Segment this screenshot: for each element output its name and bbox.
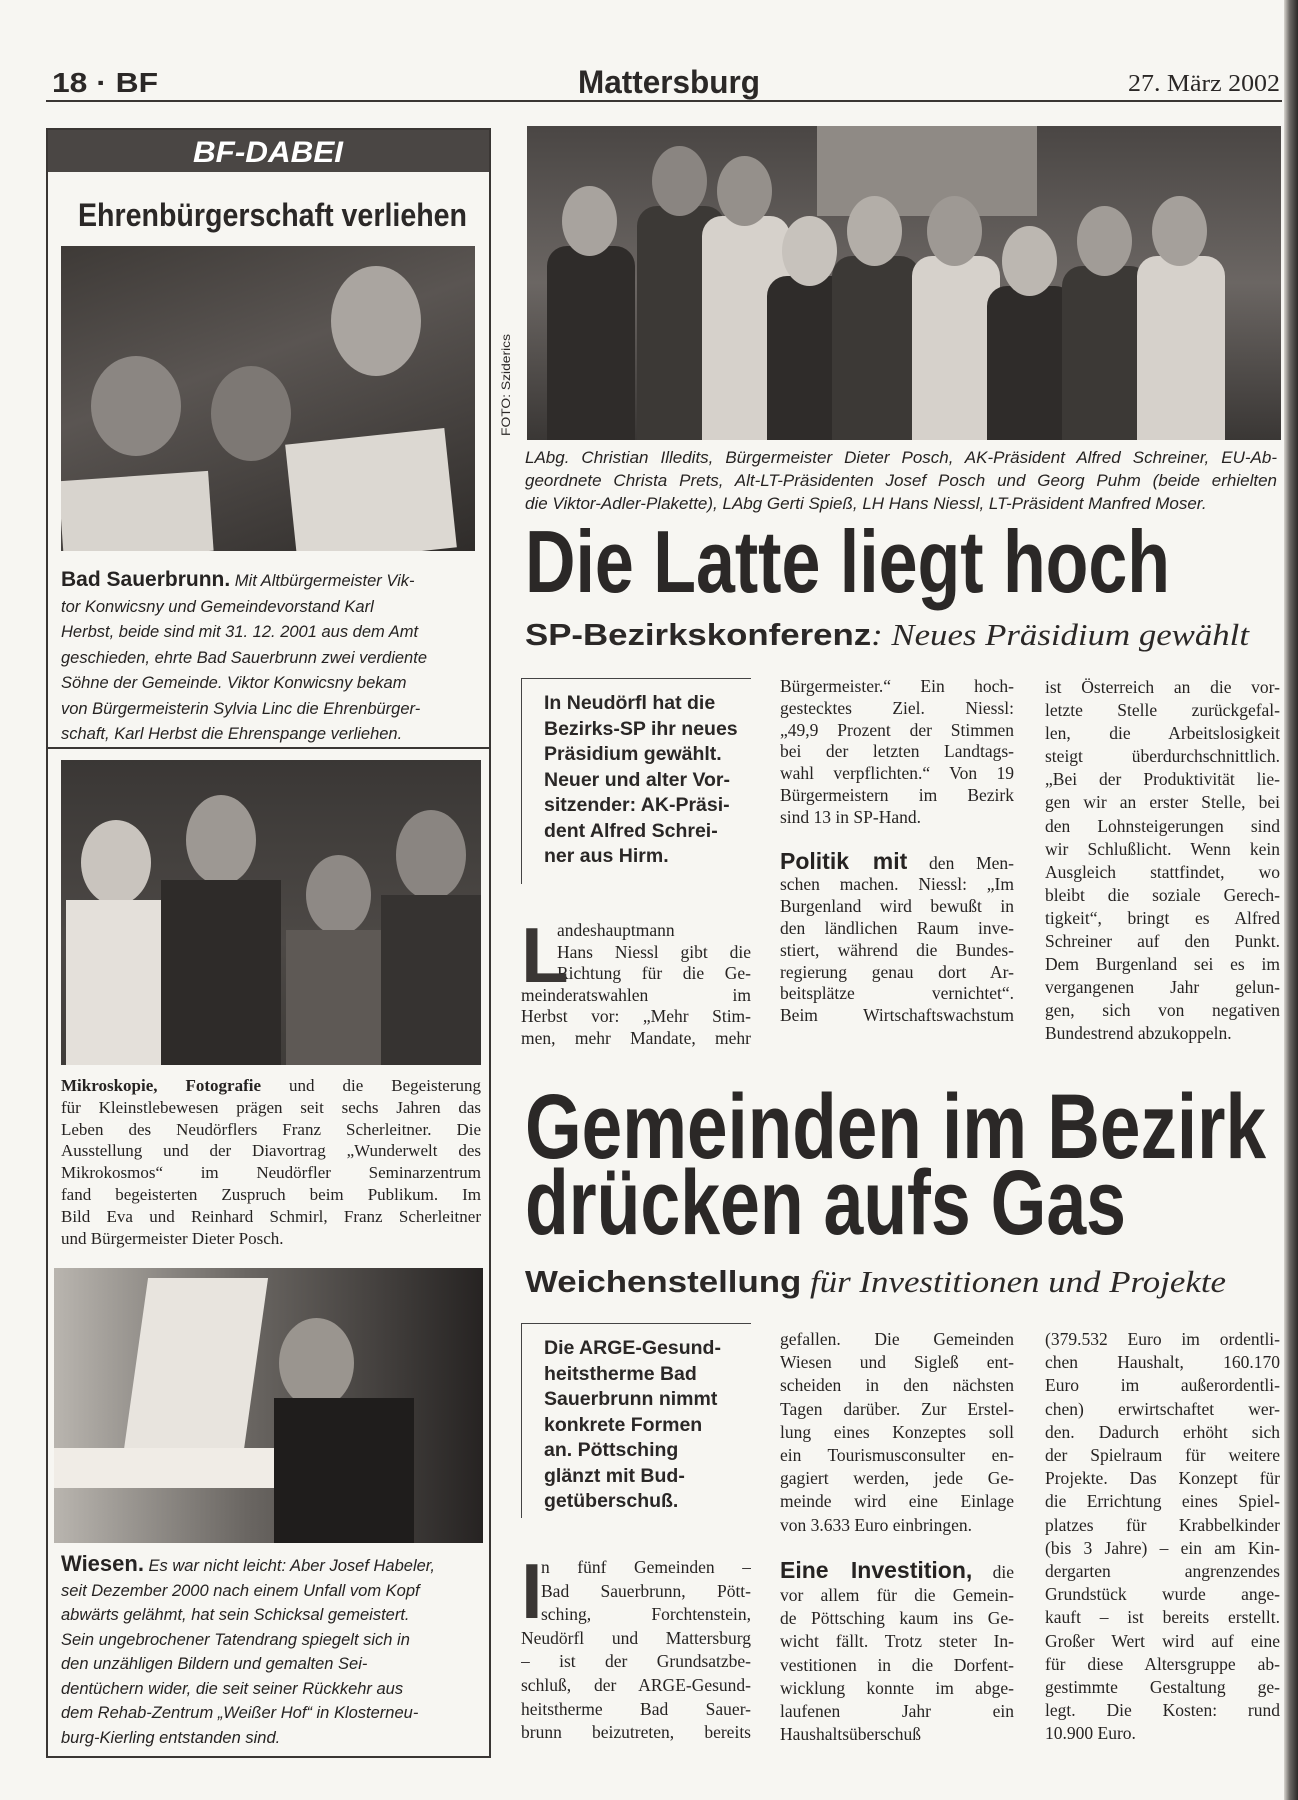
line-text: schen machen. Niessl: „Im	[780, 874, 1014, 895]
text-line	[780, 1559, 1014, 1584]
line-text: Beim Wirtschaftswachstum	[780, 1005, 1014, 1026]
line-text: Hans Niessl gibt die	[557, 941, 751, 962]
paragraph	[521, 1547, 751, 1745]
text-line	[780, 1654, 1014, 1677]
caption-lead: Bad Sauerbrunn.	[61, 568, 231, 591]
text-line	[1045, 1374, 1280, 1397]
photo-bezirkskonferenz	[527, 126, 1281, 440]
line-text: chen) erwirtschaftet wer-	[1045, 1398, 1280, 1419]
line-text: legt. Die Kosten: rund	[1045, 1700, 1280, 1721]
section-title: Mattersburg	[578, 64, 760, 100]
paragraph	[521, 911, 751, 1049]
caption-line	[61, 671, 481, 697]
line-text: Bürgermeistern im Bezirk	[780, 784, 1014, 805]
line-text: wicht fällt. Trotz steter In-	[780, 1631, 1014, 1652]
text-line	[1045, 722, 1280, 745]
caption-text: abwärts gelähmt, hat sein Schicksal gemeistert.	[61, 1606, 410, 1624]
article2-heading	[0, 1070, 1290, 1310]
caption-line	[61, 1579, 486, 1604]
article2-subhead	[525, 1264, 1226, 1299]
caption-line	[61, 1652, 486, 1677]
text-line	[780, 1444, 1014, 1467]
caption-text: Mit Altbürgermeister Vik-	[230, 572, 415, 590]
article2-lead-box	[521, 1323, 751, 1518]
text-line	[1045, 1699, 1280, 1722]
caption-text: und Bürgermeister Dieter Posch.	[61, 1228, 284, 1248]
text-line	[1045, 1653, 1280, 1676]
text-line	[780, 918, 1014, 940]
line-text: „Bei der Produktivität lie-	[1045, 769, 1280, 790]
text-line	[780, 1584, 1014, 1607]
page-header	[0, 0, 1298, 100]
article1-col3	[1045, 676, 1280, 1046]
article2-col3	[1045, 1328, 1280, 1746]
text-line	[1045, 999, 1280, 1022]
line-text: lung eines Konzeptes soll	[780, 1421, 1014, 1442]
text-line	[780, 962, 1014, 984]
paragraph	[1045, 1328, 1280, 1746]
article2-col2	[780, 1328, 1014, 1746]
line-text: laufenen Jahr ein	[780, 1701, 1014, 1722]
photo-mikroskopie	[61, 760, 481, 1065]
text-line	[1045, 1421, 1280, 1444]
text-line	[1045, 907, 1280, 930]
text-line	[780, 1467, 1014, 1490]
page-edge-shadow	[1284, 0, 1298, 1800]
lead-box-line: konkrete Formen	[544, 1413, 703, 1436]
top-photo-caption	[525, 446, 1277, 515]
lead-box-line: ner aus Hirm.	[544, 845, 669, 867]
text-line	[1045, 953, 1280, 976]
caption-text: dentüchern wider, die seit seiner Rückkehr aus	[61, 1679, 404, 1698]
text-line	[1045, 676, 1280, 699]
lead-box-line: dent Alfred Schrei-	[544, 819, 718, 842]
line-text: wir Schlußlicht. Wenn kein	[1045, 838, 1280, 859]
caption-line	[61, 1701, 486, 1726]
caption-text: burg-Kierling entstanden sind.	[61, 1728, 281, 1747]
caption-text: für Kleinstlebewesen prägen seit sechs Jahren das	[61, 1097, 481, 1117]
line-text: beitsplätze vernichtet“.	[780, 983, 1014, 1004]
line-text: vergangenen Jahr gelun-	[1045, 977, 1280, 998]
caption-line	[61, 697, 481, 723]
caption-text: tor Konwicsny und Gemeindevorstand Karl	[61, 597, 374, 616]
line-text: den ländlichen Raum inve-	[780, 917, 1014, 938]
line-text: meinderatswahlen im	[521, 984, 751, 1005]
line-text: bei der letzten Landtags-	[780, 741, 1014, 762]
lead-box-line: getüberschuß.	[544, 1490, 679, 1512]
article1-subhead-bold: SP-Bezirkskonferenz	[525, 617, 834, 652]
lead-box-line: sitzender: AK-Präsi-	[544, 794, 730, 816]
caption-text: von Bürgermeisterin Sylvia Linc die Ehrenbürger-	[61, 699, 421, 718]
article1-subhead-italic: : Neues Präsidium gewählt	[871, 617, 1208, 652]
line-text: für diese Altersgruppe ab-	[1045, 1653, 1280, 1674]
text-line	[1045, 1537, 1280, 1560]
article1-subhead	[525, 617, 1251, 652]
text-line	[1045, 1630, 1280, 1653]
line-text: n fünf Gemeinden –	[541, 1557, 751, 1577]
text-line	[521, 1698, 751, 1722]
caption-line	[61, 722, 481, 748]
caption-text: Söhne der Gemeinde. Viktor Konwicsny bekam	[61, 674, 407, 692]
line-text: (379.532 Euro im ordentli-	[1045, 1329, 1280, 1349]
text-line	[1045, 699, 1280, 722]
text-line	[521, 1721, 751, 1745]
line-text: stiert, während die Bundes-	[780, 939, 1014, 960]
line-text: regierung genau dort Ar-	[780, 961, 1014, 982]
line-text: bleibt die soziale Gerech-	[1045, 884, 1280, 905]
text-line	[1045, 838, 1280, 861]
person-head	[1002, 226, 1057, 296]
caption-text: dem Rehab-Zentrum „Weißer Hof“ in Klosterneu-	[61, 1704, 419, 1722]
text-line	[780, 1514, 1014, 1537]
line-text: men, mehr Mandate, mehr	[521, 1027, 751, 1048]
line-text: Ausgleich stattfindet, wo	[1045, 861, 1280, 882]
caption-text: Es war nicht leicht: Aber Josef Habeler,	[143, 1557, 435, 1575]
line-text: Tagen darüber. Zur Erstel-	[780, 1398, 1014, 1419]
text-line	[521, 1580, 751, 1604]
caption-text: Sein ungebrochener Tatendrang spiegelt sich in	[61, 1630, 410, 1649]
text-line	[1045, 791, 1280, 814]
article1-heading	[0, 520, 1290, 660]
caption-line: LAbg. Christian Illedits, Bürgermeister Dieter Posch, AK-Präsident Alfred Schreiner, EU-Ab-	[525, 448, 1277, 467]
text-line	[521, 1556, 751, 1580]
line-text: Haushaltsüberschuß	[780, 1724, 921, 1745]
text-line	[1045, 976, 1280, 999]
photo-credit	[494, 330, 516, 440]
line-text: chen Haushalt, 160.170	[1045, 1352, 1280, 1373]
photo-credit-text: FOTO: Sziderics	[499, 347, 513, 436]
line-text: tigkeit“, bringt es Alfred	[1045, 907, 1280, 928]
line-text: de Pöttsching kaum ins Ge-	[780, 1608, 1014, 1629]
line-text: gen wir an erster Stelle, bei	[1045, 792, 1280, 813]
text-line	[521, 1006, 751, 1028]
line-text: den. Dadurch erhöht sich	[1045, 1421, 1280, 1442]
text-line	[780, 1630, 1014, 1653]
box-divider	[48, 747, 489, 749]
text-line	[1045, 1560, 1280, 1583]
line-text: len, die Arbeitslosigkeit	[1045, 723, 1280, 744]
bf-dabei-band	[48, 130, 489, 172]
line-text: dergarten angrenzendes	[1045, 1561, 1280, 1582]
text-line	[780, 676, 1014, 698]
article2-headline-line2: drücken aufs Gas	[525, 1152, 1126, 1254]
caption-lead: Wiesen.	[61, 1552, 144, 1576]
person-head	[847, 196, 902, 266]
line-text: der Spielraum für weitere	[1045, 1445, 1280, 1466]
text-line	[521, 1650, 751, 1674]
box-title: Ehrenbürgerschaft verliehen	[78, 197, 467, 233]
caption-line: geordnete Christa Prets, Alt-LT-Präsidenten Josef Posch und Georg Puhm (beide erhielten	[525, 471, 1277, 490]
text-line	[1045, 1022, 1280, 1045]
photo-ehrenbuerger	[61, 246, 475, 551]
article1-headline: Die Latte liegt hoch	[525, 520, 1170, 611]
text-line	[780, 1005, 1014, 1027]
text-line	[1045, 1398, 1280, 1421]
paragraph	[780, 1328, 1014, 1537]
line-text: Bad Sauerbrunn, Pött-	[541, 1580, 751, 1601]
caption-text: schaft, Karl Herbst die Ehrenspange verliehen.	[61, 725, 403, 743]
text-line	[780, 874, 1014, 896]
text-line	[780, 785, 1014, 807]
line-text: Euro im außerordentli-	[1045, 1375, 1280, 1396]
text-line	[1045, 1467, 1280, 1490]
run-in-heading: Eine Investition,	[780, 1558, 973, 1583]
caption-text: geschieden, ehrte Bad Sauerbrunn zwei verdiente	[61, 648, 427, 667]
line-text: – ist der Grundsatzbe-	[521, 1651, 751, 1672]
text-line	[780, 1607, 1014, 1630]
line-text: gagiert werden, jede Ge-	[780, 1468, 1014, 1489]
line-text: wicklung konnte im abge-	[780, 1677, 1014, 1698]
article2-subhead-bold: Weichenstellung	[525, 1264, 771, 1299]
text-line	[780, 1723, 1014, 1746]
person-body	[1137, 256, 1225, 440]
text-line	[780, 1374, 1014, 1397]
band-title: BF-DABEI	[193, 136, 344, 169]
line-text: sching, Forchtenstein,	[541, 1604, 751, 1625]
text-line	[1045, 884, 1280, 907]
article2-col1	[521, 1323, 751, 1745]
text-line	[1045, 1444, 1280, 1467]
line-text: Schreiner auf den Punkt.	[1045, 931, 1280, 952]
line-text: (bis 3 Jahre) – ein am Kin-	[1045, 1537, 1280, 1558]
caption-text: Herbst, beide sind mit 31. 12. 2001 aus dem Amt	[61, 623, 419, 641]
line-text: den Lohnsteigerungen sind	[1045, 815, 1280, 836]
run-in-heading: Politik mit	[780, 850, 908, 874]
text-line	[780, 1421, 1014, 1444]
line-text: andeshauptmann	[557, 920, 675, 940]
header-rule	[46, 100, 1282, 102]
line-text: letzte Stelle zurückgefal-	[1045, 700, 1280, 721]
text-line	[1045, 1676, 1280, 1699]
text-line	[1045, 1583, 1280, 1606]
text-line	[1045, 1722, 1280, 1745]
text-line	[780, 741, 1014, 763]
person-head	[1077, 206, 1132, 276]
text-line	[1045, 1606, 1280, 1629]
line-text: Großer Wert wird auf eine	[1045, 1630, 1280, 1651]
caption-line	[61, 1677, 486, 1702]
paragraph	[780, 676, 1014, 829]
line-text: platzes für Krabbelkinder	[1045, 1514, 1280, 1535]
line-text: den Men-	[907, 852, 1014, 873]
article1-lead-box	[521, 678, 751, 884]
person-head	[717, 156, 772, 226]
issue-date: 27. März 2002	[1128, 71, 1280, 97]
text-line	[521, 1603, 751, 1627]
caption-text: Ausstellung und der Diavortrag „Wunderwelt des	[61, 1141, 481, 1161]
line-text: „49,9 Prozent der Stimmen	[780, 719, 1014, 740]
caption-text: fand begeisterten Zuspruch beim Publikum. Im	[61, 1184, 481, 1204]
person-head	[1152, 196, 1207, 266]
line-text: 10.900 Euro.	[1045, 1723, 1136, 1744]
text-line	[780, 1677, 1014, 1700]
text-line	[780, 1328, 1014, 1351]
line-text: vestitionen in die Dorfent-	[780, 1654, 1014, 1675]
text-line	[780, 720, 1014, 742]
text-line	[1045, 861, 1280, 884]
text-line	[780, 1351, 1014, 1374]
line-text: ist Österreich an die vor-	[1045, 677, 1280, 697]
drop-cap: L	[521, 911, 569, 999]
line-text: schluß, der ARGE-Gesund-	[521, 1674, 751, 1695]
line-text: Dem Burgenland sei es im	[1045, 954, 1280, 975]
person-head	[927, 196, 982, 266]
line-text: gestimmte Gestaltung ge-	[1045, 1677, 1280, 1698]
text-line	[780, 1700, 1014, 1723]
caption-lead: Mikroskopie, Fotografie	[61, 1076, 262, 1095]
line-text: steigt überdurchschnittlich.	[1045, 746, 1280, 767]
caption-line	[61, 1726, 486, 1751]
caption-wiesen	[61, 1552, 486, 1750]
page-number: 18 · BF	[52, 67, 158, 98]
line-text: Bundestrend abzukoppeln.	[1045, 1023, 1232, 1044]
text-line	[1045, 815, 1280, 838]
text-line	[1045, 1328, 1280, 1351]
person-head	[562, 186, 617, 256]
text-line	[780, 940, 1014, 962]
text-line	[780, 1398, 1014, 1421]
text-line	[780, 807, 1014, 829]
line-text: heitstherme Bad Sauer-	[521, 1698, 751, 1719]
text-line	[780, 896, 1014, 918]
line-text: brunn beizutreten, bereits	[521, 1722, 751, 1743]
line-text: Projekte. Das Konzept für	[1045, 1468, 1280, 1489]
text-line	[521, 1674, 751, 1698]
caption-line	[61, 1628, 486, 1653]
person-head	[782, 216, 837, 286]
person-body	[547, 246, 635, 440]
caption-text: Leben des Neudörflers Franz Scherleitner. Die	[61, 1119, 481, 1139]
caption-line	[61, 1552, 486, 1579]
lead-box-line: heitstherme Bad	[544, 1362, 697, 1385]
line-text: Bürgermeister.“ Ein hoch-	[780, 676, 1014, 696]
text-line	[1045, 768, 1280, 791]
caption-line	[61, 1603, 486, 1628]
text-line	[1045, 745, 1280, 768]
person-head	[652, 146, 707, 216]
line-text: sind 13 in SP-Hand.	[780, 806, 921, 827]
line-text: Herbst vor: „Mehr Stim-	[521, 1006, 751, 1026]
lead-box-line: Neuer und alter Vor-	[544, 768, 731, 791]
paragraph	[780, 1559, 1014, 1747]
lead-box-line: Bezirks-SP ihr neues	[544, 717, 738, 740]
lead-box-line: Präsidium gewählt.	[544, 743, 722, 765]
article1-col2	[780, 676, 1014, 1027]
line-text: scheiden in den nächsten	[780, 1375, 1014, 1396]
text-line	[1045, 930, 1280, 953]
text-line	[1045, 1490, 1280, 1513]
drop-cap: I	[521, 1547, 543, 1635]
line-text: ein Tourismusconsulter en-	[780, 1445, 1014, 1466]
caption-text: Mikrokosmos“ im Neudörfler Seminarzentrum	[61, 1163, 481, 1183]
article1-col1	[521, 678, 751, 1049]
line-text: Wiesen und Sigleß ent-	[780, 1352, 1014, 1373]
lead-box-line: In Neudörfl hat die	[544, 692, 716, 714]
bf-dabei-box	[46, 128, 491, 1758]
text-line	[780, 983, 1014, 1005]
caption-text: und die Begeisterung	[261, 1076, 481, 1095]
text-line	[521, 1028, 751, 1050]
text-line	[780, 1490, 1014, 1513]
caption-text: Bild Eva und Reinhard Schmirl, Franz Scherleitner	[61, 1206, 481, 1226]
text-line	[1045, 1514, 1280, 1537]
caption-text: seit Dezember 2000 nach einem Unfall vom Kopf	[61, 1581, 420, 1600]
line-text: Grundstück wurde ange-	[1045, 1584, 1280, 1605]
text-line	[780, 763, 1014, 785]
line-text: Neudörfl und Mattersburg	[521, 1627, 751, 1648]
text-line	[521, 1627, 751, 1651]
line-text: Burgenland wird bewußt in	[780, 896, 1014, 917]
person-body	[832, 256, 920, 440]
paragraph	[780, 851, 1014, 1027]
line-text: Richtung für die Ge-	[557, 963, 751, 983]
text-line	[1045, 1351, 1280, 1374]
line-text: meinde wird eine Einlage	[780, 1491, 1014, 1512]
article2-headline-line1: Gemeinden im Bezirk	[525, 1076, 1267, 1178]
line-text: kauft – ist bereits erstellt.	[1045, 1607, 1280, 1628]
line-text: gen, sich von negativen	[1045, 1000, 1280, 1021]
lead-box-line: Die ARGE-Gesund-	[544, 1337, 721, 1359]
lead-box-line: glänzt mit Bud-	[544, 1464, 685, 1487]
paragraph	[1045, 676, 1280, 1046]
line-text: gefallen. Die Gemeinden	[780, 1329, 1014, 1349]
line-text: von 3.633 Euro einbringen.	[780, 1514, 972, 1535]
line-text: die Errichtung eines Spiel-	[1045, 1491, 1280, 1512]
caption-line: die Viktor-Adler-Plakette), LAbg Gerti Spieß, LH Hans Niessl, LT-Präsident Manfred Moser.	[525, 494, 1207, 513]
line-text: die	[972, 1561, 1014, 1582]
line-text: gestecktes Ziel. Niessl:	[780, 697, 1014, 718]
text-line	[780, 698, 1014, 720]
text-line	[780, 851, 1014, 875]
line-text: wahl verpflichten.“ Von 19	[780, 763, 1014, 784]
line-text: vor allem für die Gemein-	[780, 1585, 1014, 1606]
caption-text: den unzähligen Bildern und gemalten Sei-	[61, 1655, 368, 1673]
lead-box-line: an. Pöttsching	[544, 1439, 679, 1461]
article2-subhead-italic: für Investitionen und Projekte	[801, 1264, 1179, 1299]
lead-box-line: Sauerbrunn nimmt	[544, 1388, 718, 1410]
